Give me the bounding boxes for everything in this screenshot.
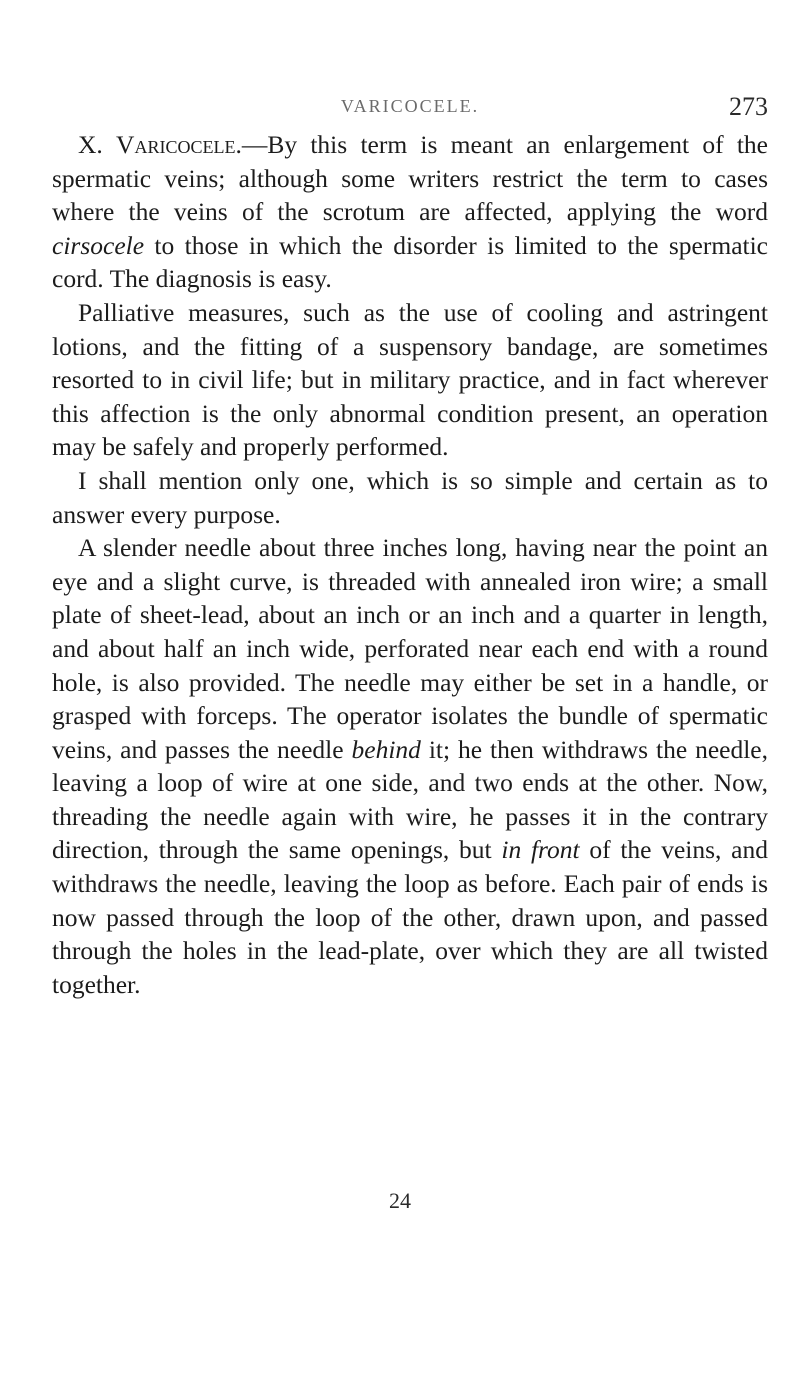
page-number: 273 <box>729 92 768 121</box>
paragraph-operation-method <box>52 531 768 1001</box>
body-text <box>52 128 768 1001</box>
italic-term: behind <box>351 734 421 764</box>
paragraph-varicocele-definition <box>52 128 768 296</box>
section-number: X. <box>78 130 117 159</box>
paragraph-operation-intro: I shall mention only one, which is so simple and certain as to answer every purpose. <box>52 465 768 529</box>
paragraph-text: —By this term is meant an enlargement of the spermatic veins; although some writers restrict the term to cases where the veins of the scrotum are affected, applying the word <box>52 130 768 227</box>
paragraph-palliative-measures: Palliative measures, such as the use of cooling and astringent lotions, and the fitting of a suspensory bandage, are sometimes resorted to in civil life; but in military practice, and in fact wherever this affection is the only abnormal condition present, an operation may be safely and properly performed. <box>52 297 768 462</box>
paragraph-text: of the veins, and withdraws the needle, leaving the loop as before. Each pair of ends is now passed through the loop of the other, drawn upon, and passed through the holes in the lead-plate, over which they are all twisted together. <box>52 835 768 999</box>
running-title: VARICOCELE. <box>340 96 480 116</box>
running-head <box>52 92 768 122</box>
paragraph-text: to those in which the disorder is limited to the spermatic cord. The diagnosis is easy. <box>52 230 768 294</box>
italic-term: in front <box>501 835 580 865</box>
paragraph-text: it; he then withdraws the needle, leaving a loop of wire at one side, and two ends at the other. Now, threading the needle again with wire, he passes it in the contrary direction, through the same openings, but <box>52 734 768 865</box>
paragraph-text: A slender needle about three inches long, having near the point an eye and a slight curve, is threaded with annealed iron wire; a small plate of sheet-lead, about an inch or an inch and a quarter in length, and about half an inch wide, perforated near each end with a round hole, is also provided. The needle may either be set in a handle, or grasped with forceps. The operator isolates the bundle of spermatic veins, and passes the needle <box>52 533 768 764</box>
italic-term: cirsocele <box>52 230 145 260</box>
signature-mark: 24 <box>389 1188 411 1213</box>
section-heading: Varicocele. <box>116 130 242 159</box>
